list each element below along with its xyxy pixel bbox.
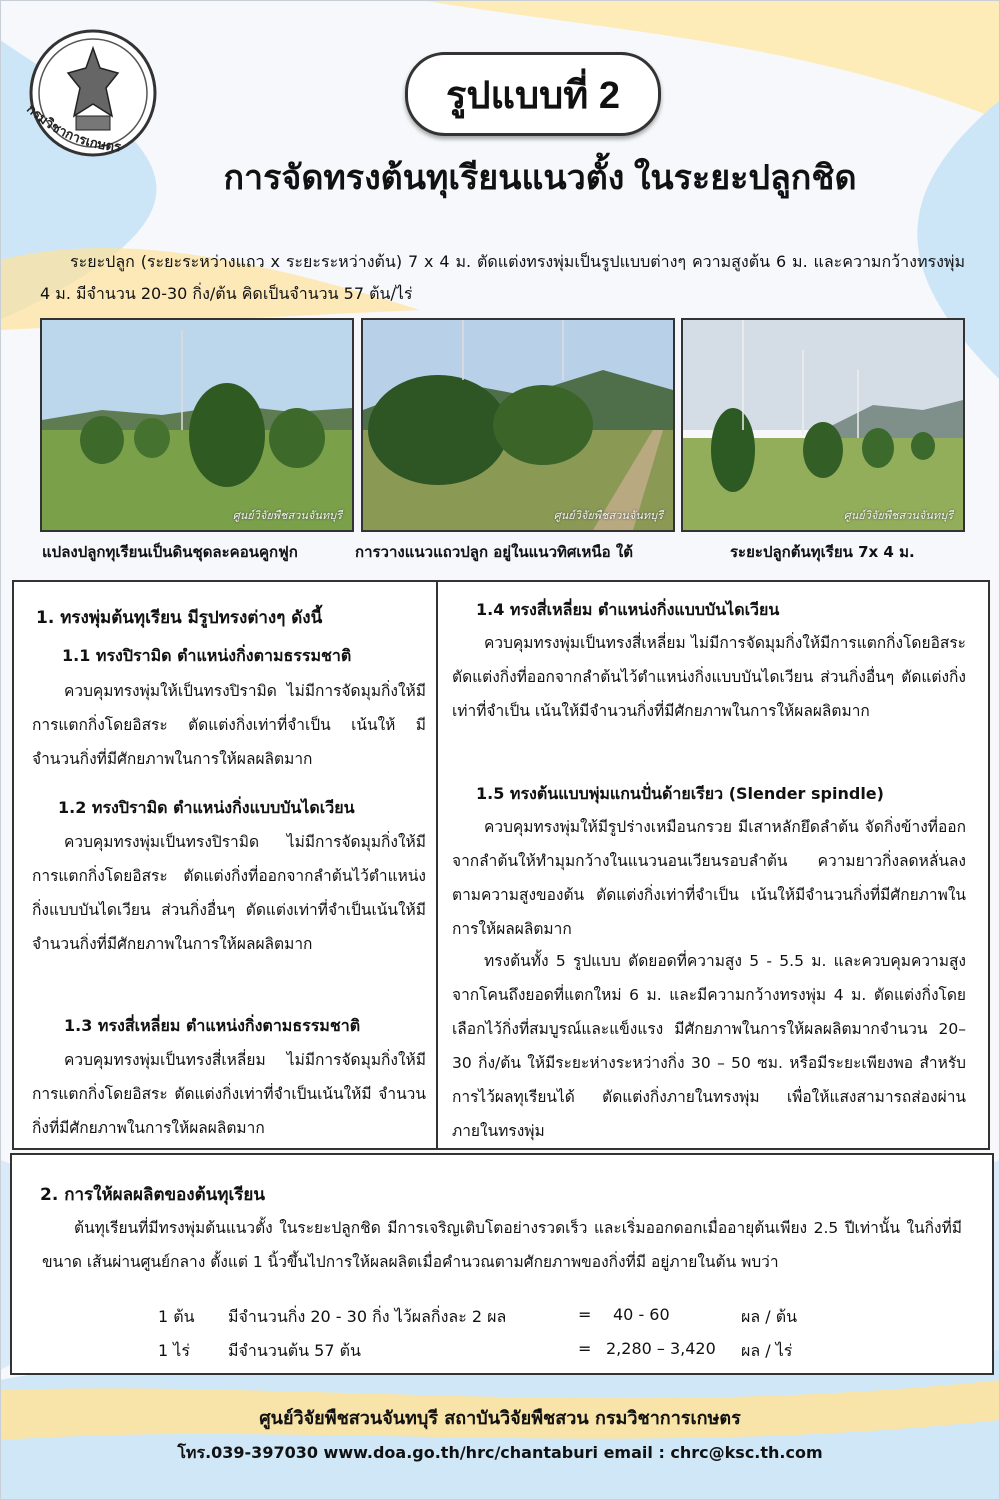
equals-sign: = (578, 1339, 592, 1358)
photo-caption-3: ระยะปลูกต้นทุเรียน 7x 4 ม. (730, 543, 915, 561)
section-1-3-text: ควบคุมทรงพุ่มเป็นทรงสี่เหลี่ยม ไม่มีการจัดมุมกิ่งให้มีการแตกกิ่งโดยอิสระ ตัดแต่งกิ่งเท่าที่จำเป็นเน้นให้มี จำนวนกิ่งที่มีศักยภาพในการให้ผลผลิตมาก (32, 1051, 426, 1137)
logo-caption (18, 100, 168, 160)
yield-unit: ผล / ต้น (741, 1307, 798, 1326)
photo-credit: ศูนย์วิจัยพืชสวนจันทบุรี (843, 509, 953, 522)
photo-orchard-1 (40, 318, 354, 532)
photo-credit: ศูนย์วิจัยพืชสวนจันทบุรี (553, 509, 663, 522)
intro-paragraph: ระยะปลูก (ระยะระหว่างแถว x ระยะระหว่างต้น) 7 x 4 ม. ตัดแต่งทรงพุ่มเป็นรูปแบบต่างๆ ความสูงต้น 6 ม. และความกว้างทรงพุ่ม 4 ม. มีจำนวน 20-30 กิ่ง/ต้น คิดเป็นจำนวน 57 ต้น/ไร่ (40, 252, 965, 303)
section-1-5-heading: 1.5 ทรงต้นแบบพุ่มแกนปั่นด้ายเรียว (Slender spindle) (476, 784, 884, 803)
yield-description: มีจำนวนกิ่ง 20 - 30 กิ่ง ไว้ผลกิ่งละ 2 ผล (228, 1307, 507, 1326)
section-1-1-text: ควบคุมทรงพุ่มให้เป็นทรงปิรามิด ไม่มีการจัดมุมกิ่งให้มีการแตกกิ่งโดยอิสระ ตัดแต่งกิ่งเท่าที่จำเป็น เน้นให้ มีจำนวนกิ่งที่มีศักยภาพในการให้ผลผลิตมาก (32, 682, 426, 768)
yield-unit-label: 1 ไร่ (158, 1341, 190, 1360)
section2-box (10, 1153, 994, 1375)
photo-caption-2: การวางแนวแถวปลูก อยู่ในแนวทิศเหนือ ใต้ (355, 543, 633, 561)
section-1-2-heading: 1.2 ทรงปิรามิด ตำแหน่งกิ่งแบบบันไดเวียน (58, 798, 355, 817)
section1-right-box (436, 580, 990, 1150)
section1-left-box (12, 580, 438, 1150)
photo-orchard-3 (681, 318, 965, 532)
equals-sign: = (578, 1305, 592, 1324)
yield-value: 40 - 60 (613, 1305, 670, 1324)
photo-orchard-2 (361, 318, 675, 532)
section-1-5-text: ควบคุมทรงพุ่มให้มีรูปร่างเหมือนกรวย มีเสาหลักยึดลำต้น จัดกิ่งข้างที่ออกจากลำต้นให้ทำมุมกว้างในแนวนอนเวียนรอบลำต้น ความยาวกิ่งลดหลั่นลง ตามความสูงของต้น ตัดแต่งกิ่งเท่าที่จำเป็น เน้นให้มีจำนวนกิ่งที่มีศักยภาพใน การให้ผลผลิตมาก (452, 818, 966, 938)
section-1-summary-text: ทรงต้นทั้ง 5 รูปแบบ ตัดยอดที่ความสูง 5 - 5.5 ม. และควบคุมความสูง จากโคนถึงยอดที่แตกใหม่ 6 ม. และมีความกว้างทรงพุ่ม 4 ม. ตัดแต่งกิ่งโดย เลือกไว้กิ่งที่สมบูรณ์และแข็งแรง มีศักยภาพในการให้ผลผลิตมากจำนวน 20–30 กิ่ง/ต้น ให้มีระยะห่างระหว่างกิ่ง 30 – 50 ซม. หรือมีระยะเพียงพอ สำหรับการไว้ผลทุเรียนได้ ตัดแต่งกิ่งภายในทรงพุ่ม เพื่อให้แสงสามารถส่องผ่าน ภายในทรงพุ่ม (452, 952, 966, 1140)
section2-text: ต้นทุเรียนที่มีทรงพุ่มต้นแนวตั้ง ในระยะปลูกชิด มีการเจริญเติบโตอย่างรวดเร็ว และเริ่มออกดอกเมื่ออายุต้นเพียง 2.5 ปีเท่านั้น ในกิ่งที่มีขนาด เส้นผ่านศูนย์กลาง ตั้งแต่ 1 นิ้วขึ้นไปการให้ผลผลิตเมื่อคำนวณตามศักยภาพของกิ่งที่มี อยู่ภายในต้น พบว่า (42, 1219, 962, 1271)
page-subtitle: การจัดทรงต้นทุเรียนแนวตั้ง ในระยะปลูกชิด (223, 159, 857, 197)
yield-value: 2,280 – 3,420 (606, 1339, 716, 1358)
footer-contact: โทร.039-397030 www.doa.go.th/hrc/chantaburi email : chrc@ksc.th.com (177, 1443, 823, 1462)
footer-organization: ศูนย์วิจัยพืชสวนจันทบุรี สถาบันวิจัยพืชสวน กรมวิชาการเกษตร (259, 1408, 741, 1429)
section2-heading: 2. การให้ผลผลิตของต้นทุเรียน (40, 1185, 266, 1205)
section-1-1-heading: 1.1 ทรงปิรามิด ตำแหน่งกิ่งตามธรรมชาติ (62, 646, 352, 665)
photo-caption-1: แปลงปลูกทุเรียนเป็นดินชุดละคอนคูกฟูก (42, 543, 298, 561)
section-1-3-heading: 1.3 ทรงสี่เหลี่ยม ตำแหน่งกิ่งตามธรรมชาติ (64, 1016, 361, 1035)
photo-credit: ศูนย์วิจัยพืชสวนจันทบุรี (232, 509, 342, 522)
section-1-4-text: ควบคุมทรงพุ่มเป็นทรงสี่เหลี่ยม ไม่มีการจัดมุมกิ่งให้มีการแตกกิ่งโดยอิสระ ตัดแต่งกิ่งที่ออกจากลำต้นไว้ตำแหน่งกิ่งแบบบันไดเวียน ส่วนกิ่งอื่นๆ ตัดแต่งกิ่งเท่าที่จำเป็น เน้นให้มีจำนวนกิ่งที่มีศักยภาพในการให้ผลผลิตมาก (452, 634, 966, 720)
section-1-4-heading: 1.4 ทรงสี่เหลี่ยม ตำแหน่งกิ่งแบบบันไดเวียน (476, 600, 780, 619)
section-1-2-text: ควบคุมทรงพุ่มเป็นทรงปิรามิด ไม่มีการจัดมุมกิ่งให้มีการแตกกิ่งโดยอิสระ ตัดแต่งกิ่งที่ออกจากลำต้นไว้ตำแหน่งกิ่งแบบบันไดเวียน ส่วนกิ่งอื่นๆ ตัดแต่งเท่าที่จำเป็นเน้นให้มีจำนวนกิ่งที่มีศักยภาพในการให้ผลผลิตมาก (32, 833, 426, 953)
yield-unit: ผล / ไร่ (741, 1341, 793, 1360)
page-title: รูปแบบที่ 2 (405, 52, 661, 136)
section1-heading: 1. ทรงพุ่มต้นทุเรียน มีรูปทรงต่างๆ ดังนี้ (36, 608, 323, 628)
yield-unit-label: 1 ต้น (158, 1307, 195, 1326)
yield-description: มีจำนวนต้น 57 ต้น (228, 1341, 361, 1360)
svg-text:กรมวิชาการเกษตร: กรมวิชาการเกษตร (23, 101, 122, 156)
